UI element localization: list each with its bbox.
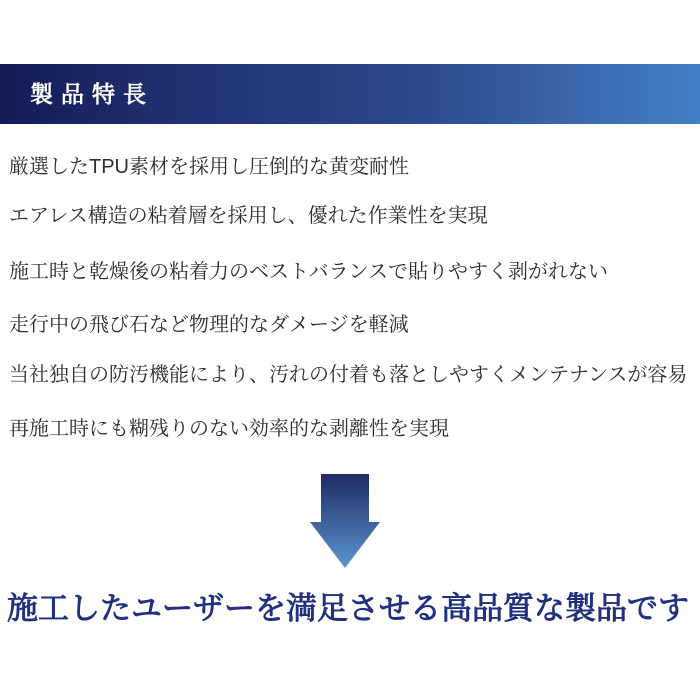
section-title: 製品特長 (30, 81, 154, 107)
feature-line-airless-adhesive: エアレス構造の粘着層を採用し、優れた作業性を実現 (9, 205, 488, 227)
feature-line-adhesion-balance: 施工時と乾燥後の粘着力のベストバランスで貼りやすく剥がれない (9, 261, 608, 283)
down-arrow-icon (310, 474, 380, 568)
feature-line-residue-free-removal: 再施工時にも糊残りのない効率的な剥離性を実現 (9, 418, 449, 440)
feature-line-antifouling: 当社独自の防汚機能により、汚れの付着も落としやすくメンテナンスが容易 (9, 364, 688, 386)
section-header-bar (0, 64, 700, 124)
conclusion-text: 施工したユーザーを満足させる高品質な製品です (7, 591, 689, 626)
feature-line-yellowing-resistance: 厳選したTPU素材を採用し圧倒的な黄変耐性 (9, 156, 409, 178)
feature-line-damage-reduction: 走行中の飛び石など物理的なダメージを軽減 (9, 314, 409, 336)
